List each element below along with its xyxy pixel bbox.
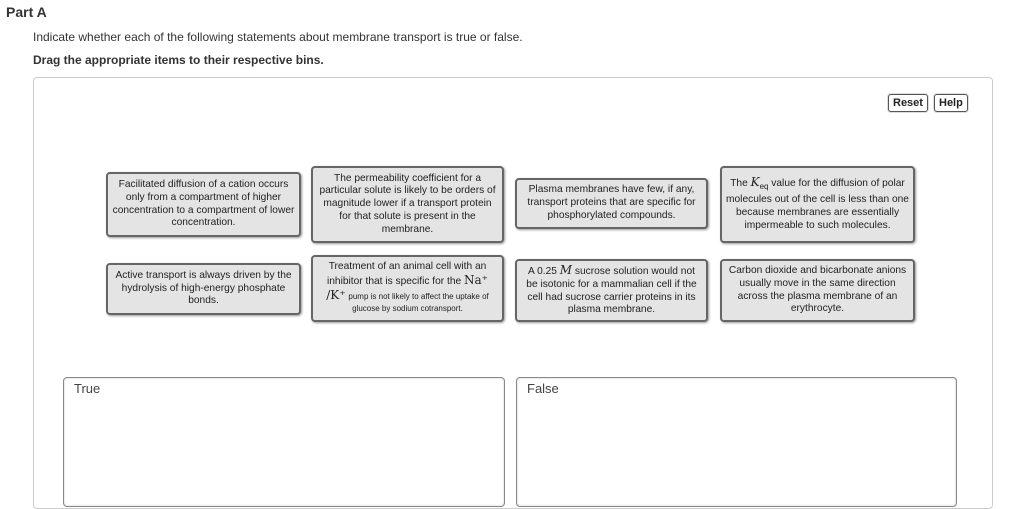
drag-instruction: Drag the appropriate items to their respective bins. [33, 53, 324, 67]
draggable-item[interactable] [720, 259, 915, 322]
bin-label: True [66, 380, 108, 397]
item-text: Facilitated diffusion of a cation occurs only from a compartment of higher concentration to a compartment of lower concentration. [112, 178, 295, 229]
false-bin[interactable] [516, 377, 957, 507]
item-text: Plasma membranes have few, if any, transport proteins that are specific for phosphorylated compounds. [527, 184, 696, 221]
item-text: The permeability coefficient for a particular solute is likely to be orders of magnitude lower if a transport protein for that solute is present in the membrane. [319, 172, 496, 235]
part-title: Part A [6, 4, 47, 20]
draggable-item[interactable] [515, 178, 708, 229]
bin-label: False [519, 380, 567, 397]
draggable-item[interactable] [106, 263, 301, 315]
instruction: Indicate whether each of the following statements about membrane transport is true or false. [33, 30, 523, 44]
item-text: A 0.25 M sucrose solution would not be isotonic for a mammalian cell if the cell had sucrose carrier proteins in its plasma membrane. [526, 262, 697, 316]
true-bin[interactable] [63, 377, 505, 507]
draggable-item[interactable] [106, 172, 301, 237]
draggable-item[interactable] [720, 166, 915, 243]
item-text: Active transport is always driven by the hydrolysis of high-energy phosphate bonds. [115, 269, 292, 307]
reset-button[interactable]: Reset [888, 94, 928, 112]
item-text: The $K_{eq}$ value for the diffusion of polar molecules out of the cell is less than one because membranes are essentially impermeable to such molecules. [726, 175, 909, 231]
item-text: Carbon dioxide and bicarbonate anions usually move in the same direction across the plasma membrane of an erythrocyte. [728, 264, 907, 315]
draggable-item[interactable] [311, 255, 504, 322]
draggable-item[interactable] [515, 259, 708, 322]
help-button[interactable]: Help [934, 94, 968, 112]
item-text: Treatment of an animal cell with an inhibitor that is specific for the Na⁺ /K⁺ pump is not likely to affect the uptake of glucose by sodium cotransport. [326, 260, 489, 314]
draggable-item[interactable] [311, 166, 504, 243]
